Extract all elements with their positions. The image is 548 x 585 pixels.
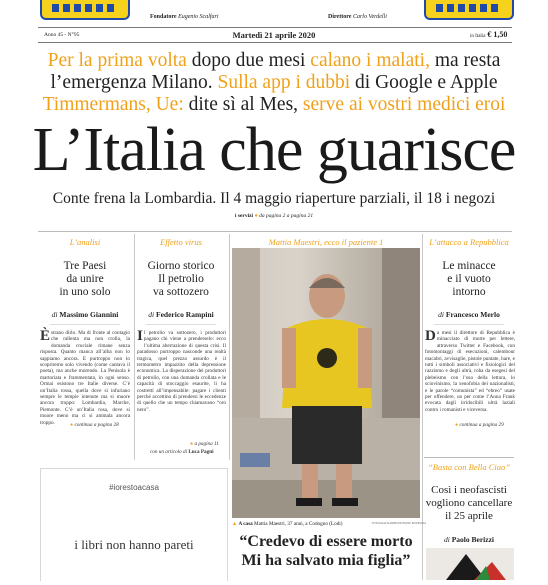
kicker-line-2: l’emergenza Milano. Sulla app i dubbi di Google e Apple xyxy=(50,72,498,93)
right-logo-box xyxy=(424,0,514,20)
issue-date: Martedì 21 aprile 2020 xyxy=(232,30,316,40)
col-divider-1 xyxy=(134,234,135,460)
col1-section: L’analisi xyxy=(69,237,101,247)
photo-caption: ▲ A casa Mattia Maestri, 37 anni, a Codogno (Lodi) xyxy=(232,521,343,527)
col-divider-2 xyxy=(229,234,230,460)
kicker-line-1: Per la prima volta dopo due mesi calano i malati, ma resta xyxy=(47,50,501,71)
col4-body: Da mesi il direttore di Repubblica è minacciato di morte per lettere, attraverso Twitter e Facebook, con fotomontaggi di esecuzioni, calembour macabri, avvisaglie, pistole puntate, bare, e tutti i simboli associativi e fisiologici del razzismo e degli ultrà, roba da esegesi del plebeismo con l’uso della lettura, lo sciovinismo, la xenofobia dei nazionalisti, e le parole “comunista” ed “ebreo” usate per offendere, un per come l’Anna Frank evocata dagli irriducibili ultrà laziali contro i romanisti e viceversa. xyxy=(425,328,515,413)
col4-title: Le minacce e il vuoto intorno xyxy=(442,260,496,298)
col1-continue: ● continua a pagina 28 xyxy=(70,422,119,428)
ad-text: i libri non hanno pareti xyxy=(74,537,194,552)
col2-title: Giorno storico Il petrolio va sottozero xyxy=(147,260,215,298)
side-photo-illustration xyxy=(426,548,514,580)
col2-rule xyxy=(146,324,216,325)
side-section: “Basta con Bella Ciao” xyxy=(428,462,510,472)
col2-body: Il petrolio va sottozero, i produttori pagano chi viene a prenderselo: ecco l’ultima aberrazione di questa crisi. Il paradosso purtroppo nasconde una realtà tragica, quel prezzo assurdo è il termometro impazzito della depressione economica. La disperazione dei produttori di petrolio, con una domanda crollata e le capacità di stoccaggio esaurite, li ha costretti all’impensabile: pagare i clienti perché accettino di prendersi le eccedenze di quello che un tempo chiamavano “oro nero”. xyxy=(137,328,226,413)
col1-rule xyxy=(50,324,120,325)
founder-line: Fondatore Eugenio Scalfari xyxy=(150,14,219,20)
col4-section: L’attacco a Repubblica xyxy=(429,237,509,247)
issue-number: Anno 45 - N°95 xyxy=(44,32,80,38)
col1-body: Èstrano dirlo. Ma di fronte al contagio che rallenta ma non crolla, la domanda cruciale rimane senza risposta. Quanto manca all’alba non lo sappiamo ancora. E purtroppo non lo scopriremo solo vivendo (come cantava il poeta), ma anche morendo. La Penisola è martoriata e frammentata, in ogni senso. Ormai esistono tre Italie diverse. C’è un’Italia rossa, quella dove si infuriano sempre le tempie intenute ma si muore ancora troppo: Lombardia, Marche, Piemonte. C’è un’Italia rosa, dove si muore meno ma ci si ammala ancora troppo. xyxy=(40,328,130,426)
date-rule xyxy=(38,42,512,43)
sub-headline: Conte frena la Lombardia. Il 4 maggio riaperture parziali, il 18 i negozi xyxy=(52,190,496,207)
side-photo xyxy=(426,548,514,580)
side-title: Così i neofascisti vogliono cancellare il 25 aprile xyxy=(425,484,513,522)
kicker-line-3: Timmermans, Ue: dite sì al Mes, serve ai vostri medici eroi xyxy=(42,94,506,115)
ad-box xyxy=(40,468,228,581)
main-headline: L’Italia che guarisce xyxy=(32,116,516,184)
col-divider-3 xyxy=(422,234,423,580)
col4-continue: ● continua a pagina 29 xyxy=(455,422,504,428)
col4-rule xyxy=(434,324,504,325)
columns-rule xyxy=(38,231,512,232)
col4-byline: di Francesco Merlo xyxy=(438,310,500,319)
ad-hashtag: #iorestoacasa xyxy=(109,483,159,492)
price: in Italia € 1,50 xyxy=(470,30,508,39)
photo-credit: FOTOGRAFIA RIPRODUZIONE RISERVATA xyxy=(372,522,427,525)
masthead-rule xyxy=(38,27,512,28)
col2-section: Effetto virus xyxy=(160,237,202,247)
col1-title: Tre Paesi da unire in uno solo xyxy=(59,260,111,298)
col2-continue-2: con un articolo di Luca Pagni xyxy=(150,449,214,455)
interview-title: “Credevo di essere morto Mi ha salvato mia figlia” xyxy=(239,533,413,569)
col1-byline: di Massimo Giannini xyxy=(51,310,119,319)
services-note: i servizi ● da pagina 2 a pagina 21 xyxy=(234,213,314,219)
side-byline: di Paolo Berizzi xyxy=(444,535,494,544)
left-logo-box xyxy=(40,0,130,20)
side-rule xyxy=(424,457,514,458)
director-line: Direttore Carlo Verdelli xyxy=(328,14,387,20)
photo-section: Mattia Maestri, ecco il paziente 1 xyxy=(268,237,384,247)
col2-continue: ● a pagina 11 xyxy=(190,441,219,447)
photo-illustration xyxy=(232,248,420,518)
patient-photo xyxy=(232,248,420,518)
col2-byline: di Federico Rampini xyxy=(148,310,214,319)
